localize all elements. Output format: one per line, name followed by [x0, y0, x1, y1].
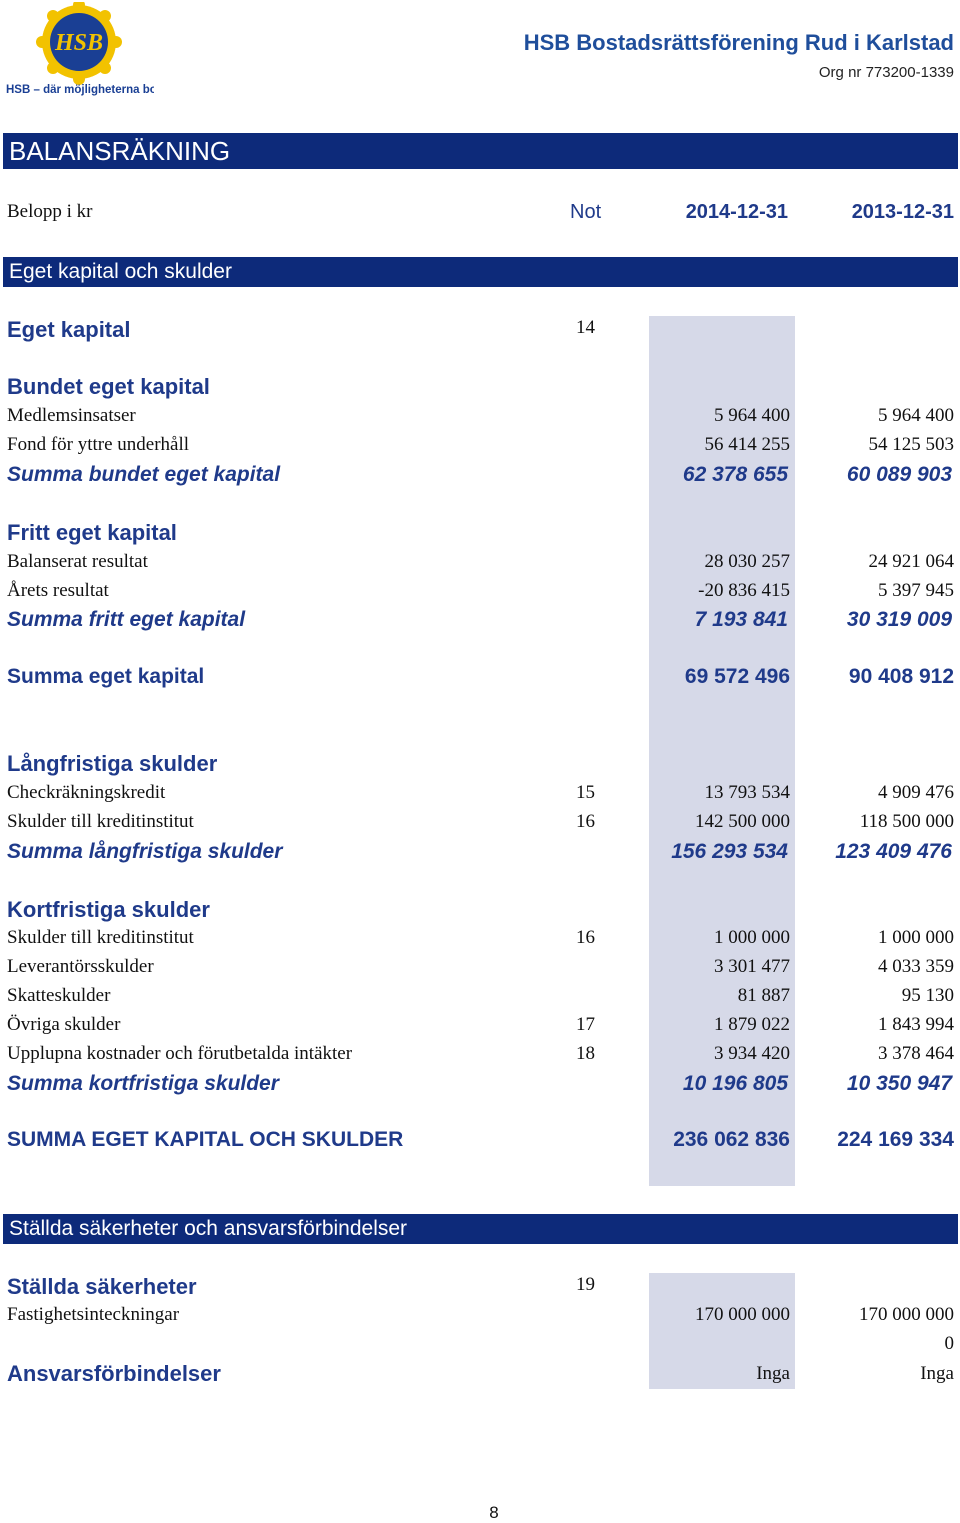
row-label: Medlemsinsatser	[7, 405, 136, 426]
ansvar-heading: Ansvarsförbindelser	[7, 1361, 221, 1386]
page-number: 8	[489, 1503, 499, 1522]
summa-eget-kapital-row	[0, 665, 960, 693]
value-2013: 1 000 000	[878, 927, 954, 948]
sum-2014: 10 196 805	[682, 1072, 788, 1095]
stallda-heading: Ställda säkerheter	[7, 1274, 197, 1299]
sum-2013: 123 409 476	[835, 840, 952, 863]
value-2013: 118 500 000	[859, 811, 954, 832]
page-title: BALANSRÄKNING	[3, 133, 958, 169]
value-2013: 95 130	[901, 985, 954, 1006]
value-2014: 13 793 534	[704, 782, 790, 803]
fritt-heading-row	[0, 520, 960, 548]
value-2014: 3 934 420	[714, 1043, 790, 1064]
note-ref: 19	[576, 1274, 595, 1295]
sum-2014: 7 193 841	[694, 608, 788, 631]
row-label: Fond för yttre underhåll	[7, 434, 190, 455]
grand-total-row	[0, 1128, 960, 1156]
kortfristiga-heading: Kortfristiga skulder	[7, 897, 210, 922]
sum-2014: 156 293 534	[671, 840, 788, 863]
value-2014: 5 964 400	[714, 405, 790, 426]
row-label: Fastighetsinteckningar	[7, 1304, 180, 1325]
column-header-row	[0, 201, 960, 229]
sum-row	[0, 1072, 960, 1100]
value-2013-extra: 0	[944, 1333, 954, 1354]
sum-label: Summa kortfristiga skulder	[7, 1072, 279, 1095]
eget-kapital-heading: Eget kapital	[7, 317, 131, 342]
table-row	[0, 405, 960, 433]
hsb-logo	[4, 2, 154, 96]
value-2013: 4 909 476	[878, 782, 954, 803]
value-2013: 170 000 000	[859, 1304, 954, 1325]
value-2013: 1 843 994	[878, 1014, 954, 1035]
table-row	[0, 1333, 960, 1361]
value-2013: 24 921 064	[868, 551, 954, 572]
table-row	[0, 580, 960, 608]
sum-label: Summa långfristiga skulder	[7, 840, 283, 863]
sum-row	[0, 463, 960, 491]
value-2013: 4 033 359	[878, 956, 954, 977]
sum-row	[0, 608, 960, 636]
eget-kapital-heading-row	[0, 317, 960, 345]
value-2014: 3 301 477	[714, 956, 790, 977]
note-ref: 14	[576, 317, 595, 338]
table-row	[0, 782, 960, 810]
value-2013: 5 397 945	[878, 580, 954, 601]
sum-2013: 60 089 903	[846, 463, 952, 486]
org-number: Org nr 773200-1339	[818, 64, 954, 81]
value-2014: 1 000 000	[714, 927, 790, 948]
table-row	[0, 1043, 960, 1071]
column-label-not: Not	[570, 201, 602, 223]
sum-row	[0, 840, 960, 868]
hsb-emblem-icon	[4, 2, 154, 96]
row-label: Övriga skulder	[7, 1014, 121, 1035]
table-row	[0, 1304, 960, 1332]
value-2014: 56 414 255	[704, 434, 790, 455]
bundet-heading-row	[0, 374, 960, 402]
column-label-2014: 2014-12-31	[685, 201, 788, 223]
table-row	[0, 551, 960, 579]
ansvar-row	[0, 1361, 960, 1389]
grand-total-label: SUMMA EGET KAPITAL OCH SKULDER	[7, 1128, 404, 1151]
note-ref: 17	[576, 1014, 595, 1035]
table-row	[0, 1014, 960, 1042]
grand-total-2013: 224 169 334	[837, 1128, 954, 1151]
sum-2013: 90 408 912	[848, 665, 954, 688]
note-ref: 15	[576, 782, 595, 803]
row-label: Skatteskulder	[7, 985, 111, 1006]
sum-2013: 10 350 947	[846, 1072, 952, 1095]
table-row	[0, 434, 960, 462]
value-2014: 170 000 000	[695, 1304, 790, 1325]
value-2013: 5 964 400	[878, 405, 954, 426]
org-name: HSB Bostadsrättsförening Rud i Karlstad	[523, 30, 954, 55]
value-2013: 3 378 464	[878, 1043, 954, 1064]
table-row	[0, 811, 960, 839]
row-label: Checkräkningskredit	[7, 782, 166, 803]
note-ref: 18	[576, 1043, 595, 1064]
value-2014: 1 879 022	[714, 1014, 790, 1035]
column-label-2013: 2013-12-31	[851, 201, 954, 223]
value-2014: 81 887	[737, 985, 790, 1006]
bundet-heading: Bundet eget kapital	[7, 374, 210, 399]
sum-2014: 62 378 655	[682, 463, 788, 486]
sum-label: Summa eget kapital	[7, 665, 205, 688]
column-label-belopp: Belopp i kr	[7, 201, 93, 222]
value-2014: -20 836 415	[698, 580, 790, 601]
sum-label: Summa bundet eget kapital	[7, 463, 281, 486]
value-2014: 142 500 000	[695, 811, 790, 832]
value-2013: Inga	[920, 1363, 954, 1384]
section-band-eget-kapital-och-skulder: Eget kapital och skulder	[3, 257, 958, 287]
row-label: Skulder till kreditinstitut	[7, 811, 194, 832]
section-band-stallda-sakerheter: Ställda säkerheter och ansvarsförbindelser	[3, 1214, 958, 1244]
table-row	[0, 985, 960, 1013]
langfristiga-heading: Långfristiga skulder	[7, 751, 218, 776]
grand-total-2014: 236 062 836	[673, 1128, 790, 1151]
row-label: Balanserat resultat	[7, 551, 148, 572]
sum-2014: 69 572 496	[684, 665, 790, 688]
note-ref: 16	[576, 811, 595, 832]
table-row	[0, 927, 960, 955]
value-2014: Inga	[756, 1363, 790, 1384]
svg-text:HSB – där möjligheterna bor: HSB – där möjligheterna bor	[6, 84, 154, 96]
kortfristiga-heading-row	[0, 897, 960, 925]
stallda-heading-row	[0, 1274, 960, 1302]
langfristiga-heading-row	[0, 751, 960, 779]
row-label: Skulder till kreditinstitut	[7, 927, 194, 948]
table-row	[0, 956, 960, 984]
note-ref: 16	[576, 927, 595, 948]
row-label: Årets resultat	[7, 580, 109, 601]
sum-2013: 30 319 009	[846, 608, 952, 631]
fritt-heading: Fritt eget kapital	[7, 520, 177, 545]
row-label: Upplupna kostnader och förutbetalda intäkter	[7, 1043, 353, 1064]
row-label: Leverantörsskulder	[7, 956, 154, 977]
svg-text:HSB: HSB	[54, 30, 104, 56]
value-2013: 54 125 503	[868, 434, 954, 455]
value-2014: 28 030 257	[704, 551, 790, 572]
sum-label: Summa fritt eget kapital	[7, 608, 246, 631]
